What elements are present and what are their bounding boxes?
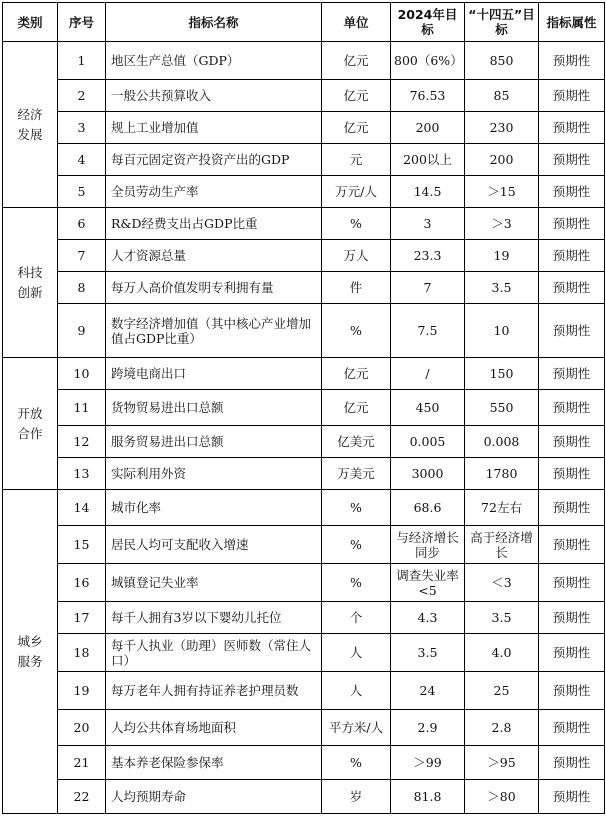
category-cell bbox=[3, 208, 58, 358]
target-2024-cell: 7 bbox=[391, 272, 465, 304]
target-14th-fyp-cell: 85 bbox=[465, 80, 539, 112]
target-2024-cell: 200以上 bbox=[391, 144, 465, 176]
header-target-2024: 2024年目标 bbox=[391, 3, 465, 42]
unit-cell: 万美元 bbox=[322, 458, 391, 490]
table-row bbox=[3, 208, 605, 240]
indicator-name: 服务贸易进出口总额 bbox=[106, 426, 322, 458]
unit-cell: 亿元 bbox=[322, 42, 391, 80]
seq-cell: 20 bbox=[58, 710, 106, 746]
seq-cell: 6 bbox=[58, 208, 106, 240]
attribute-cell: 预期性 bbox=[539, 710, 605, 746]
header-attribute: 指标属性 bbox=[539, 3, 605, 42]
unit-cell: % bbox=[322, 490, 391, 526]
target-2024-cell: 14.5 bbox=[391, 176, 465, 208]
target-14th-fyp-cell: 19 bbox=[465, 240, 539, 272]
target-2024-cell: 4.3 bbox=[391, 602, 465, 634]
attribute-cell: 预期性 bbox=[539, 304, 605, 358]
indicator-name: 每千人执业（助理）医师数（常住人口） bbox=[106, 634, 322, 672]
indicator-name: 地区生产总值（GDP） bbox=[106, 42, 322, 80]
unit-cell: 个 bbox=[322, 602, 391, 634]
target-14th-fyp-cell: 230 bbox=[465, 112, 539, 144]
attribute-cell: 预期性 bbox=[539, 358, 605, 390]
target-2024-cell: 24 bbox=[391, 672, 465, 710]
table-row bbox=[3, 390, 605, 426]
target-14th-fyp-cell: ＞3 bbox=[465, 208, 539, 240]
indicator-name: 数字经济增加值（其中核心产业增加值占GDP比重） bbox=[106, 304, 322, 358]
unit-cell: 亿元 bbox=[322, 80, 391, 112]
table-row bbox=[3, 602, 605, 634]
unit-cell: 元 bbox=[322, 144, 391, 176]
unit-cell: 件 bbox=[322, 272, 391, 304]
category-label: 开放合作 bbox=[17, 405, 43, 441]
attribute-cell: 预期性 bbox=[539, 458, 605, 490]
indicator-name: 人才资源总量 bbox=[106, 240, 322, 272]
unit-cell: 亿元 bbox=[322, 358, 391, 390]
target-14th-fyp-cell: 72左右 bbox=[465, 490, 539, 526]
table-row bbox=[3, 672, 605, 710]
table-row bbox=[3, 272, 605, 304]
indicator-name: 基本养老保险参保率 bbox=[106, 746, 322, 780]
seq-cell: 12 bbox=[58, 426, 106, 458]
seq-cell: 11 bbox=[58, 390, 106, 426]
unit-cell: % bbox=[322, 304, 391, 358]
seq-cell: 3 bbox=[58, 112, 106, 144]
target-2024-cell: 调查失业率<5 bbox=[391, 564, 465, 602]
target-14th-fyp-cell: 0.008 bbox=[465, 426, 539, 458]
indicator-name: 人均预期寿命 bbox=[106, 780, 322, 814]
category-cell bbox=[3, 358, 58, 490]
table-row bbox=[3, 710, 605, 746]
header-row bbox=[3, 3, 605, 42]
attribute-cell: 预期性 bbox=[539, 42, 605, 80]
attribute-cell: 预期性 bbox=[539, 240, 605, 272]
category-label: 城乡服务 bbox=[17, 633, 43, 669]
target-14th-fyp-cell: ＞15 bbox=[465, 176, 539, 208]
attribute-cell: 预期性 bbox=[539, 426, 605, 458]
indicator-name: 一般公共预算收入 bbox=[106, 80, 322, 112]
seq-cell: 10 bbox=[58, 358, 106, 390]
unit-cell: 万元/人 bbox=[322, 176, 391, 208]
attribute-cell: 预期性 bbox=[539, 672, 605, 710]
indicator-name: 每万人高价值发明专利拥有量 bbox=[106, 272, 322, 304]
category-label: 科技创新 bbox=[17, 264, 43, 300]
target-14th-fyp-cell: 25 bbox=[465, 672, 539, 710]
attribute-cell: 预期性 bbox=[539, 526, 605, 564]
table-row bbox=[3, 304, 605, 358]
header-target-14th-fyp: “十四五”目标 bbox=[465, 3, 539, 42]
indicator-name: 每千人拥有3岁以下婴幼儿托位 bbox=[106, 602, 322, 634]
target-14th-fyp-cell: 150 bbox=[465, 358, 539, 390]
table-body bbox=[3, 42, 605, 814]
unit-cell: 人 bbox=[322, 634, 391, 672]
table-row bbox=[3, 426, 605, 458]
target-14th-fyp-cell: 3.5 bbox=[465, 602, 539, 634]
attribute-cell: 预期性 bbox=[539, 144, 605, 176]
attribute-cell: 预期性 bbox=[539, 634, 605, 672]
attribute-cell: 预期性 bbox=[539, 80, 605, 112]
target-2024-cell: 81.8 bbox=[391, 780, 465, 814]
indicator-name: 全员劳动生产率 bbox=[106, 176, 322, 208]
target-2024-cell: 3.5 bbox=[391, 634, 465, 672]
attribute-cell: 预期性 bbox=[539, 390, 605, 426]
table-row bbox=[3, 746, 605, 780]
unit-cell: 平方米/人 bbox=[322, 710, 391, 746]
category-cell bbox=[3, 42, 58, 208]
seq-cell: 18 bbox=[58, 634, 106, 672]
seq-cell: 13 bbox=[58, 458, 106, 490]
target-14th-fyp-cell: 1780 bbox=[465, 458, 539, 490]
seq-cell: 1 bbox=[58, 42, 106, 80]
seq-cell: 17 bbox=[58, 602, 106, 634]
target-2024-cell: 800（6%） bbox=[391, 42, 465, 80]
indicator-name: 人均公共体育场地面积 bbox=[106, 710, 322, 746]
indicator-name: R&D经费支出占GDP比重 bbox=[106, 208, 322, 240]
indicator-name: 跨境电商出口 bbox=[106, 358, 322, 390]
indicator-name: 城镇登记失业率 bbox=[106, 564, 322, 602]
target-2024-cell: / bbox=[391, 358, 465, 390]
seq-cell: 5 bbox=[58, 176, 106, 208]
indicator-name: 实际利用外资 bbox=[106, 458, 322, 490]
target-14th-fyp-cell: 550 bbox=[465, 390, 539, 426]
target-14th-fyp-cell: 850 bbox=[465, 42, 539, 80]
seq-cell: 2 bbox=[58, 80, 106, 112]
target-14th-fyp-cell: 3.5 bbox=[465, 272, 539, 304]
target-2024-cell: ＞99 bbox=[391, 746, 465, 780]
unit-cell: 人 bbox=[322, 672, 391, 710]
indicator-name: 规上工业增加值 bbox=[106, 112, 322, 144]
attribute-cell: 预期性 bbox=[539, 272, 605, 304]
category-label: 经济发展 bbox=[17, 106, 43, 142]
indicator-name: 货物贸易进出口总额 bbox=[106, 390, 322, 426]
target-2024-cell: 与经济增长同步 bbox=[391, 526, 465, 564]
target-14th-fyp-cell: ＞95 bbox=[465, 746, 539, 780]
target-2024-cell: 23.3 bbox=[391, 240, 465, 272]
target-2024-cell: 3 bbox=[391, 208, 465, 240]
target-2024-cell: 68.6 bbox=[391, 490, 465, 526]
target-2024-cell: 0.005 bbox=[391, 426, 465, 458]
indicator-name: 每百元固定资产投资产出的GDP bbox=[106, 144, 322, 176]
table-row bbox=[3, 526, 605, 564]
unit-cell: 亿元 bbox=[322, 112, 391, 144]
table-row bbox=[3, 458, 605, 490]
attribute-cell: 预期性 bbox=[539, 112, 605, 144]
header-unit: 单位 bbox=[322, 3, 391, 42]
seq-cell: 7 bbox=[58, 240, 106, 272]
target-2024-cell: 3000 bbox=[391, 458, 465, 490]
table-row bbox=[3, 144, 605, 176]
seq-cell: 15 bbox=[58, 526, 106, 564]
unit-cell: % bbox=[322, 208, 391, 240]
indicator-table bbox=[2, 2, 605, 814]
table-row bbox=[3, 564, 605, 602]
indicator-name: 每万老年人拥有持证养老护理员数 bbox=[106, 672, 322, 710]
indicator-name: 居民人均可支配收入增速 bbox=[106, 526, 322, 564]
target-14th-fyp-cell: 高于经济增长 bbox=[465, 526, 539, 564]
seq-cell: 21 bbox=[58, 746, 106, 780]
table-row bbox=[3, 780, 605, 814]
unit-cell: % bbox=[322, 526, 391, 564]
unit-cell: 亿美元 bbox=[322, 426, 391, 458]
header-seq: 序号 bbox=[58, 3, 106, 42]
target-2024-cell: 450 bbox=[391, 390, 465, 426]
header-category: 类别 bbox=[3, 3, 58, 42]
attribute-cell: 预期性 bbox=[539, 602, 605, 634]
table-row bbox=[3, 358, 605, 390]
unit-cell: 万人 bbox=[322, 240, 391, 272]
table-row bbox=[3, 176, 605, 208]
seq-cell: 16 bbox=[58, 564, 106, 602]
seq-cell: 22 bbox=[58, 780, 106, 814]
attribute-cell: 预期性 bbox=[539, 176, 605, 208]
table-row bbox=[3, 42, 605, 80]
unit-cell: % bbox=[322, 564, 391, 602]
seq-cell: 14 bbox=[58, 490, 106, 526]
target-14th-fyp-cell: 200 bbox=[465, 144, 539, 176]
attribute-cell: 预期性 bbox=[539, 564, 605, 602]
unit-cell: 亿元 bbox=[322, 390, 391, 426]
target-14th-fyp-cell: ＜3 bbox=[465, 564, 539, 602]
target-2024-cell: 76.53 bbox=[391, 80, 465, 112]
unit-cell: % bbox=[322, 746, 391, 780]
table-row bbox=[3, 490, 605, 526]
category-cell bbox=[3, 490, 58, 814]
seq-cell: 9 bbox=[58, 304, 106, 358]
header-name: 指标名称 bbox=[106, 3, 322, 42]
indicator-name: 城市化率 bbox=[106, 490, 322, 526]
target-2024-cell: 7.5 bbox=[391, 304, 465, 358]
unit-cell: 岁 bbox=[322, 780, 391, 814]
target-14th-fyp-cell: 10 bbox=[465, 304, 539, 358]
attribute-cell: 预期性 bbox=[539, 746, 605, 780]
table-row bbox=[3, 634, 605, 672]
table-row bbox=[3, 112, 605, 144]
table-row bbox=[3, 80, 605, 112]
target-2024-cell: 2.9 bbox=[391, 710, 465, 746]
seq-cell: 8 bbox=[58, 272, 106, 304]
target-14th-fyp-cell: 2.8 bbox=[465, 710, 539, 746]
seq-cell: 4 bbox=[58, 144, 106, 176]
target-14th-fyp-cell: 4.0 bbox=[465, 634, 539, 672]
attribute-cell: 预期性 bbox=[539, 780, 605, 814]
table-row bbox=[3, 240, 605, 272]
target-2024-cell: 200 bbox=[391, 112, 465, 144]
attribute-cell: 预期性 bbox=[539, 208, 605, 240]
target-14th-fyp-cell: ＞80 bbox=[465, 780, 539, 814]
seq-cell: 19 bbox=[58, 672, 106, 710]
attribute-cell: 预期性 bbox=[539, 490, 605, 526]
